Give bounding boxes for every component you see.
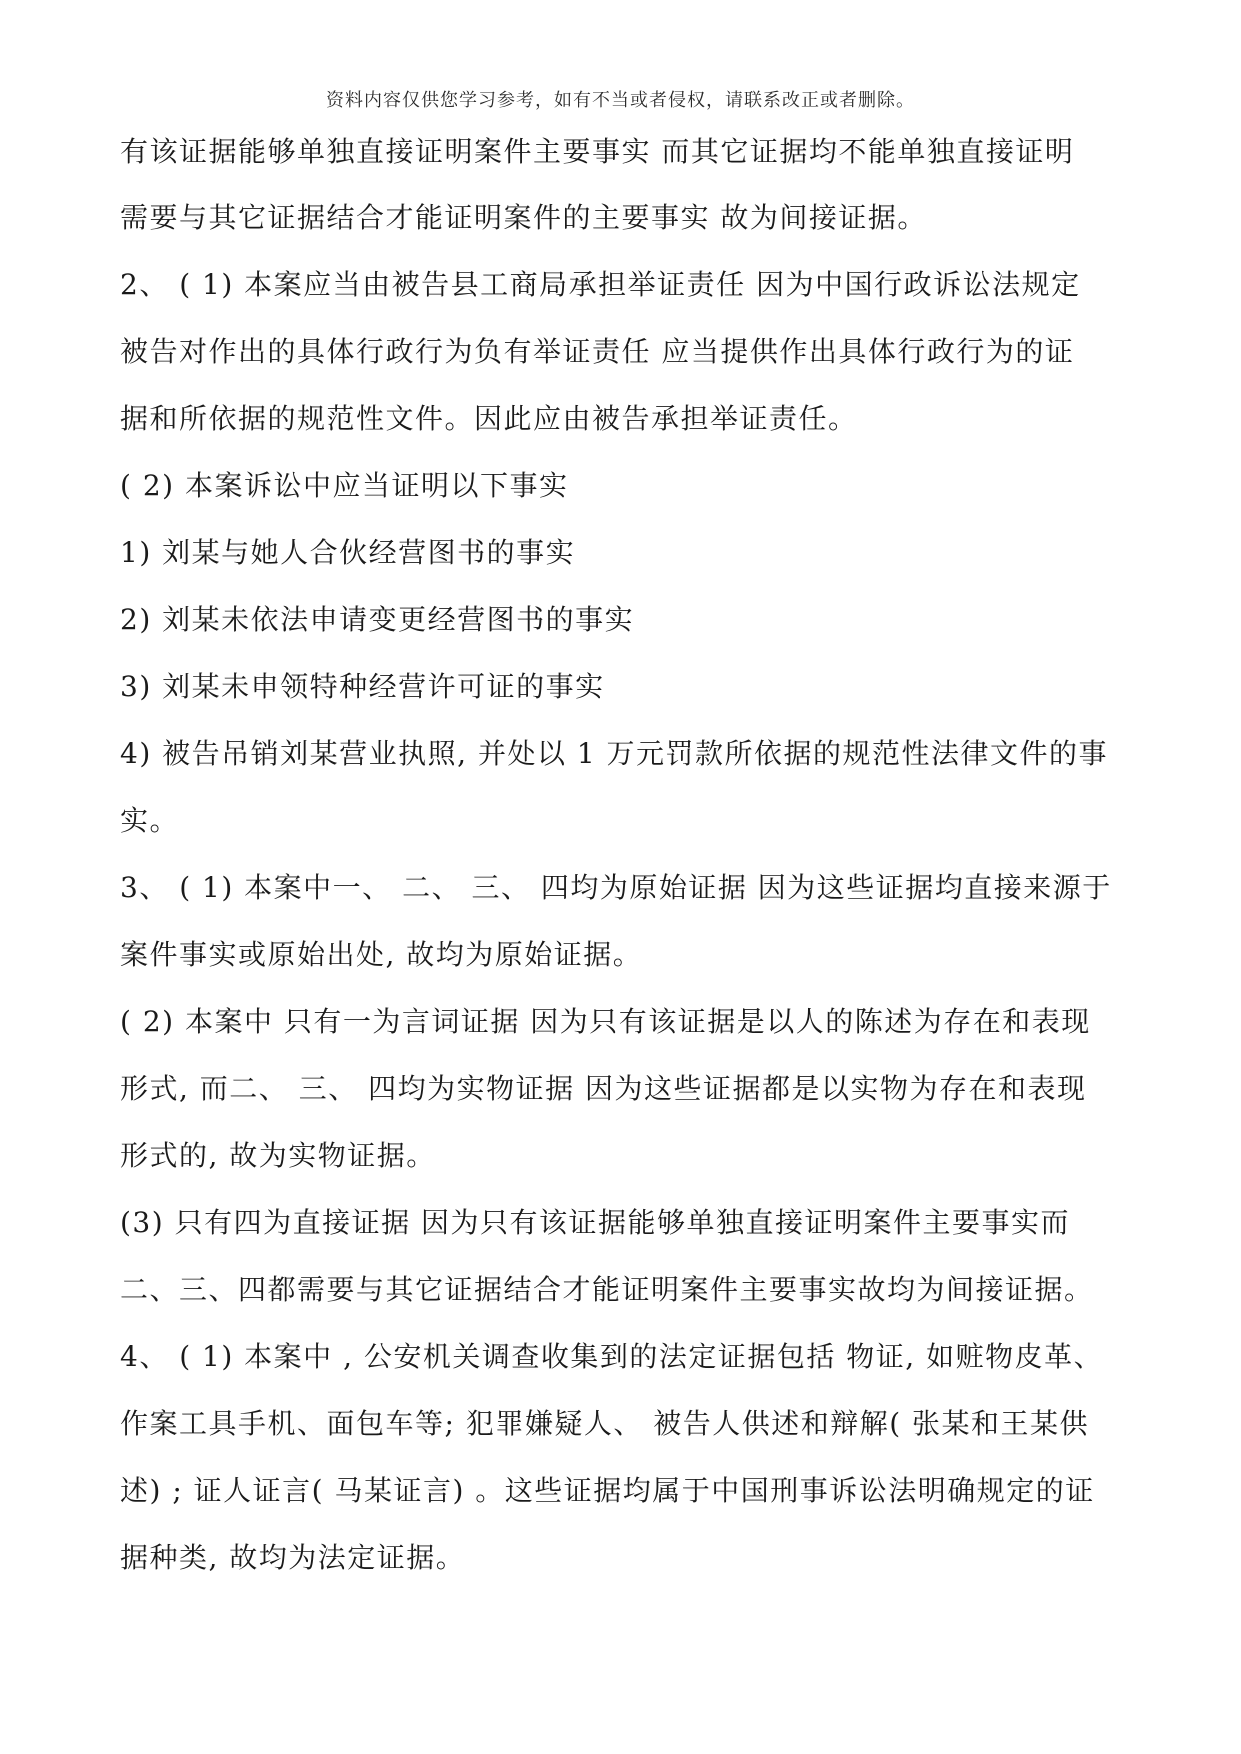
body-line: 被告对作出的具体行政行为负有举证责任 应当提供作出具体行政行为的证 xyxy=(120,335,1075,368)
body-line: 1) 刘某与她人合伙经营图书的事实 xyxy=(120,536,576,569)
body-line: (3) 只有四为直接证据 因为只有该证据能够单独直接证明案件主要事实而 xyxy=(120,1206,1070,1239)
body-line: 有该证据能够单独直接证明案件主要事实 而其它证据均不能单独直接证明 xyxy=(120,135,1075,168)
body-line: 案件事实或原始出处, 故均为原始证据。 xyxy=(120,938,643,971)
body-line: 实。 xyxy=(120,804,180,837)
body-line: 作案工具手机、面包车等; 犯罪嫌疑人、 被告人供述和辩解( 张某和王某供 xyxy=(120,1407,1090,1440)
body-line: 4) 被告吊销刘某营业执照, 并处以 1 万元罚款所依据的规范性法律文件的事 xyxy=(120,737,1109,770)
body-line: 2、 ( 1) 本案应当由被告县工商局承担举证责任 因为中国行政诉讼法规定 xyxy=(120,268,1081,301)
body-line: ( 2) 本案中 只有一为言词证据 因为只有该证据是以人的陈述为存在和表现 xyxy=(120,1005,1091,1038)
header-disclaimer: 资料内容仅供您学习参考，如有不当或者侵权，请联系改正或者删除。 xyxy=(326,90,915,111)
body-line: 二、三、四都需要与其它证据结合才能证明案件主要事实故均为间接证据。 xyxy=(120,1273,1094,1306)
body-line: 形式, 而二、 三、 四均为实物证据 因为这些证据都是以实物为存在和表现 xyxy=(120,1072,1087,1105)
body-line: 据种类, 故均为法定证据。 xyxy=(120,1541,466,1574)
body-line: 3) 刘某未申领特种经营许可证的事实 xyxy=(120,670,605,703)
body-line: 4、 ( 1) 本案中 , 公安机关调查收集到的法定证据包括 物证, 如赃物皮革、 xyxy=(120,1340,1104,1373)
body-line: 形式的, 故为实物证据。 xyxy=(120,1139,436,1172)
body-line: 述) ; 证人证言( 马某证言) 。这些证据均属于中国刑事诉讼法明确规定的证 xyxy=(120,1474,1095,1507)
body-line: ( 2) 本案诉讼中应当证明以下事实 xyxy=(120,469,569,502)
body-line: 3、 ( 1) 本案中一、 二、 三、 四均为原始证据 因为这些证据均直接来源于 xyxy=(120,871,1112,904)
body-line: 需要与其它证据结合才能证明案件的主要事实 故为间接证据。 xyxy=(120,201,927,234)
body-line: 据和所依据的规范性文件。因此应由被告承担举证责任。 xyxy=(120,402,858,435)
body-line: 2) 刘某未依法申请变更经营图书的事实 xyxy=(120,603,635,636)
